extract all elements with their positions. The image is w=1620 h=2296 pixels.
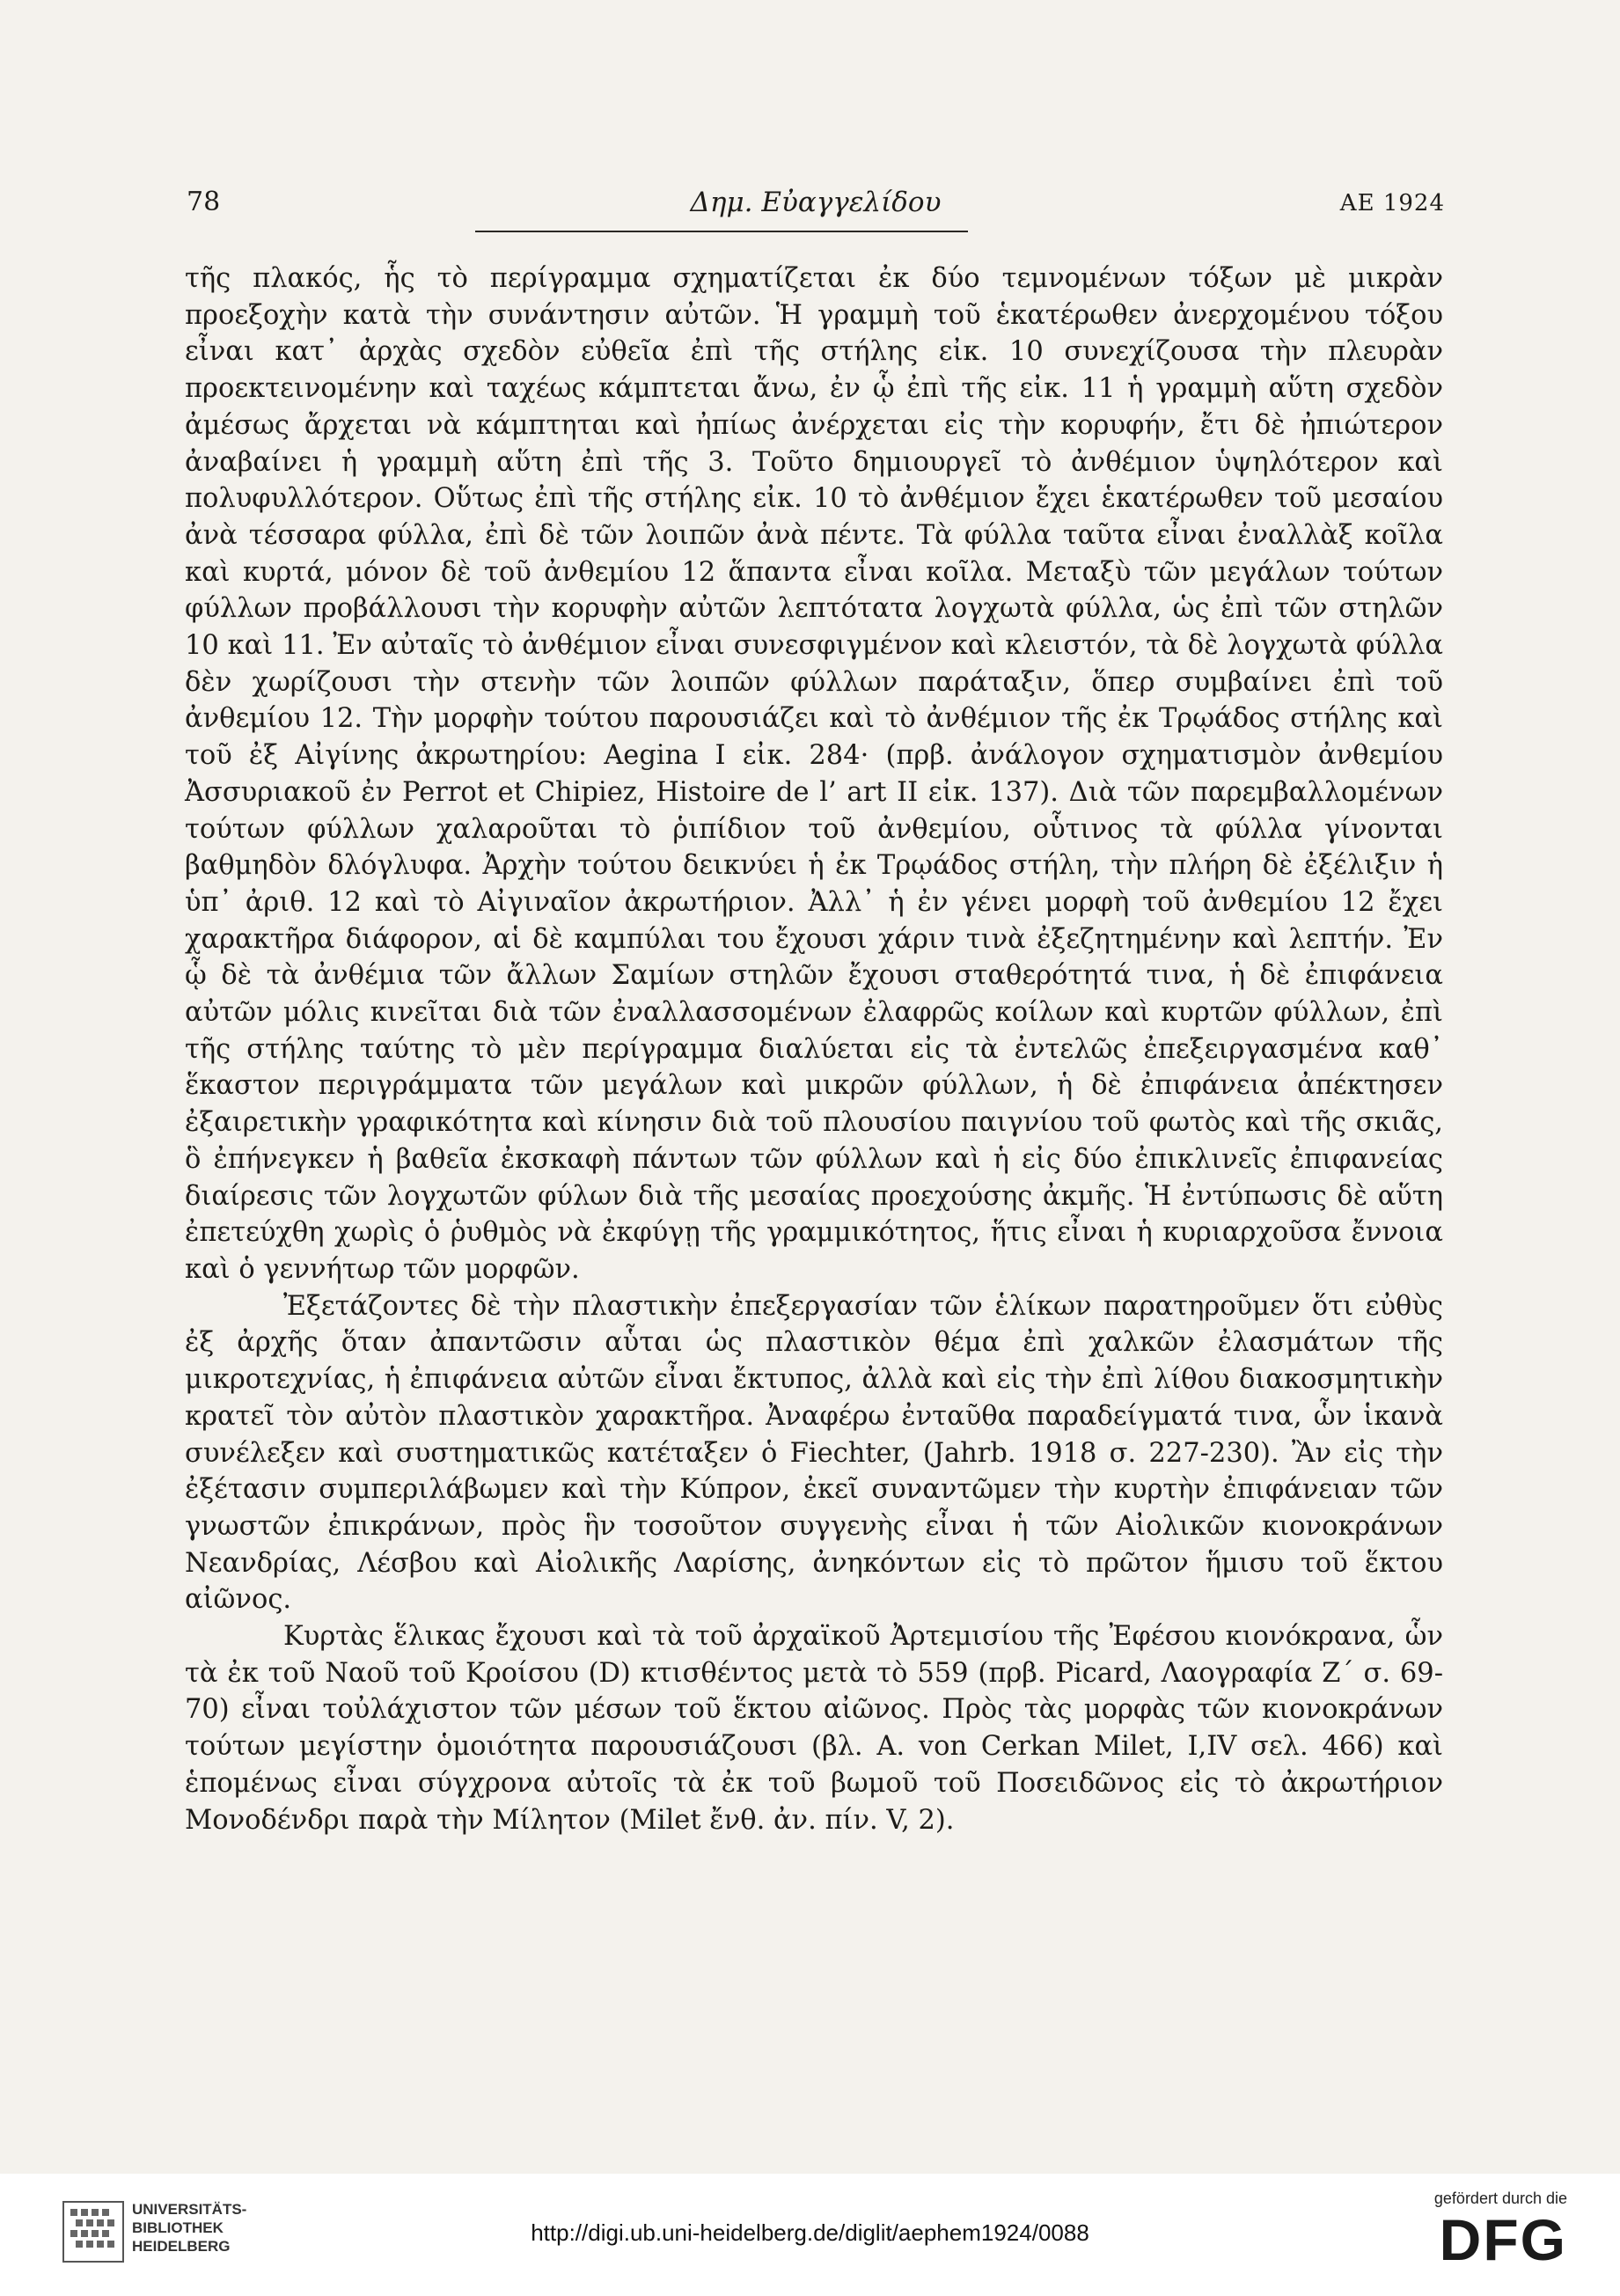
header-rule xyxy=(475,231,968,232)
running-header xyxy=(187,187,1445,222)
running-title-author: Δημ. Εὐαγγελίδου xyxy=(690,187,942,218)
page-number: 78 xyxy=(187,187,221,217)
article-body xyxy=(185,260,1443,1838)
permalink-url[interactable]: http://digi.ub.uni-heidelberg.de/diglit/aephem1924/0088 xyxy=(531,2219,1089,2246)
library-name: UNIVERSITÄTS- BIBLIOTHEK HEIDELBERG xyxy=(132,2201,247,2255)
journal-reference: ΑΕ 1924 xyxy=(1339,190,1445,216)
paragraph-3: Κυρτὰς ἕλικας ἔχουσι καὶ τὰ τοῦ ἀρχαϊκοῦ Ἀρτεμισίου τῆς Ἐφέσου κιονόκρανα, ὧν τὰ ἐκ τοῦ Ναοῦ τοῦ Κροίσου (D) κτισθέντος μετὰ τὸ 559 (πρβ. Picard, Λαογραφία Ζ΄ σ. 69-70) εἶναι τοὐλάχιστον τῶν μέσων τοῦ ἕκτου αἰῶνος. Πρὸς τὰς μορφὰς τῶν κιονοκράνων τούτων μεγίστην ὁμοιότητα παρουσιάζουσι (βλ. A. von Cerkan Milet, I,IV σελ. 466) καὶ ἑπομένως εἶναι σύγχρονα αὐτοῖς τὰ ἐκ τοῦ βωμοῦ τοῦ Ποσειδῶνος εἰς τὸ ἀκρωτήριον Μονοδένδρι παρὰ τὴν Μίλητον (Milet ἔνθ. ἀν. πίν. V, 2). xyxy=(185,1621,1443,1836)
viewer-footer xyxy=(0,2174,1620,2296)
paragraph-1: τῆς πλακός, ἧς τὸ περίγραμμα σχηματίζεται ἐκ δύο τεμνομένων τόξων μὲ μικρὰν προεξοχὴν κατὰ τὴν συνάντησιν αὐτῶν. Ἡ γραμμὴ τοῦ ἑκατέρωθεν ἀνερχομένου τόξου εἶναι κατ᾽ ἀρχὰς σχεδὸν εὐθεῖα ἐπὶ τῆς στήλης εἰκ. 10 συνεχίζουσα τὴν πλευρὰν προεκτεινομένην καὶ ταχέως κάμπτεται ἄνω, ἐν ᾧ ἐπὶ τῆς εἰκ. 11 ἡ γραμμὴ αὕτη σχεδὸν ἀμέσως ἄρχεται νὰ κάμπτηται καὶ ἠπίως ἀνέρχεται εἰς τὴν κορυφήν, ἔτι δὲ ἠπιώτερον ἀναβαίνει ἡ γραμμὴ αὕτη ἐπὶ τῆς 3. Τοῦτο δημιουργεῖ τὸ ἀνθέμιον ὑψηλότερον καὶ πολυφυλλότερον. Οὕτως ἐπὶ τῆς στήλης εἰκ. 10 τὸ ἀνθέμιον ἔχει ἑκατέρωθεν τοῦ μεσαίου ἀνὰ τέσσαρα φύλλα, ἐπὶ δὲ τῶν λοιπῶν ἀνὰ πέντε. Τὰ φύλλα ταῦτα εἶναι ἐναλλὰξ κοῖλα καὶ κυρτά, μόνον δὲ τοῦ ἀνθεμίου 12 ἅπαντα εἶναι κοῖλα. Μεταξὺ τῶν μεγάλων τούτων φύλλων προβάλλουσι τὴν κορυφὴν αὐτῶν λεπτότατα λογχωτὰ φύλλα, ὡς ἐπὶ τῶν στηλῶν 10 καὶ 11. Ἐν αὐταῖς τὸ ἀνθέμιον εἶναι συνεσφιγμένον καὶ κλειστόν, τὰ δὲ λογχωτὰ φύλλα δὲν χωρίζουσι τὴν στενὴν τῶν λοιπῶν φύλλων παράταξιν, ὅπερ συμβαίνει ἐπὶ τοῦ ἀνθεμίου 12. Τὴν μορφὴν τούτου παρουσιάζει καὶ τὸ ἀνθέμιον τῆς ἐκ Τρῳάδος στήλης καὶ τοῦ ἐξ Αἰγίνης ἀκρωτηρίου: Aegina I εἰκ. 284· (πρβ. ἀνάλογον σχηματισμὸν ἀνθεμίου Ἀσσυριακοῦ ἐν Perrot et Chipiez, Histoire de l’ art II εἰκ. 137). Διὰ τῶν παρεμβαλλομένων τούτων φύλλων χαλαροῦται τὸ ῥιπίδιον τοῦ ἀνθεμίου, οὗτινος τὰ φύλλα γίνονται βαθμηδὸν δλόγλυφα. Ἀρχὴν τούτου δεικνύει ἡ ἐκ Τρῳάδος στήλη, τὴν πλήρη δὲ ἐξέλιξιν ἡ ὑπ᾽ ἀριθ. 12 καὶ τὸ Αἰγιναῖον ἀκρωτήριον. Ἀλλ᾽ ἡ ἐν γένει μορφὴ τοῦ ἀνθεμίου 12 ἔχει χαρακτῆρα διάφορον, αἱ δὲ καμπύλαι του ἔχουσι χάριν τινὰ ἐξεζητημένην καὶ λεπτήν. Ἐν ᾧ δὲ τὰ ἀνθέμια τῶν ἄλλων Σαμίων στηλῶν ἔχουσι σταθερότητά τινα, ἡ δὲ ἐπιφάνεια αὐτῶν μόλις κινεῖται διὰ τῶν ἐναλλασσομένων ἐλαφρῶς κοίλων καὶ κυρτῶν φύλλων, ἐπὶ τῆς στήλης ταύτης τὸ μὲν περίγραμμα διαλύεται εἰς τὰ ἐντελῶς ἐπεξειργασμένα καθ᾽ ἕκαστον περιγράμματα τῶν μεγάλων καὶ μικρῶν φύλλων, ἡ δὲ ἐπιφάνεια ἀπέκτησεν ἐξαιρετικὴν γραφικότητα καὶ κίνησιν διὰ τοῦ πλουσίου παιγνίου τοῦ φωτὸς καὶ τῆς σκιᾶς, ὃ ἐπήνεγκεν ἡ βαθεῖα ἐκσκαφὴ πάντων τῶν φύλλων καὶ ἡ εἰς δύο ἐπικλινεῖς ἐπιφανείας διαίρεσις τῶν λογχωτῶν φύλων διὰ τῆς μεσαίας προεχούσης ἀκμῆς. Ἡ ἐντύπωσις δὲ αὕτη ἐπετεύχθη χωρὶς ὁ ῥυθμὸς νὰ ἐκφύγῃ τῆς γραμμικότητος, ἥτις εἶναι ἡ κυριαρχοῦσα ἔννοια καὶ ὁ γεννήτωρ τῶν μορφῶν. xyxy=(185,263,1443,1285)
funder-block[interactable] xyxy=(1374,2190,1567,2286)
funding-caption: gefördert durch die xyxy=(1433,2190,1567,2207)
paragraph-2: Ἐξετάζοντες δὲ τὴν πλαστικὴν ἐπεξεργασίαν τῶν ἑλίκων παρατηροῦμεν ὅτι εὐθὺς ἐξ ἀρχῆς ὅταν ἀπαντῶσιν αὗται ὡς πλαστικὸν θέμα ἐπὶ χαλκῶν ἐλασμάτων τῆς μικροτεχνίας, ἡ ἐπιφάνεια αὐτῶν εἶναι ἔκτυπος, ἀλλὰ καὶ εἰς τὴν ἐπὶ λίθου διακοσμητικὴν κρατεῖ τὸν αὐτὸν πλαστικὸν χαρακτῆρα. Ἀναφέρω ἐνταῦθα παραδείγματά τινα, ὧν ἱκανὰ συνέλεξεν καὶ συστηματικῶς κατέταξεν ὁ Fiechter, (Jahrb. 1918 σ. 227-230). Ἂν εἰς τὴν ἐξέτασιν συμπεριλάβωμεν καὶ τὴν Κύπρον, ἐκεῖ συναντῶμεν τὴν κυρτὴν ἐπιφάνειαν τῶν γνωστῶν ἐπικράνων, πρὸς ἣν τοσοῦτον συγγενὴς εἶναι ἡ τῶν Αἰολικῶν κιονοκράνων Νεανδρίας, Λέσβου καὶ Αἰολικῆς Λαρίσης, ἀνηκόντων εἰς τὸ πρῶτον ἥμισυ τοῦ ἕκτου αἰῶνος. xyxy=(185,1290,1443,1616)
dfg-logo: DFG xyxy=(1439,2207,1567,2272)
